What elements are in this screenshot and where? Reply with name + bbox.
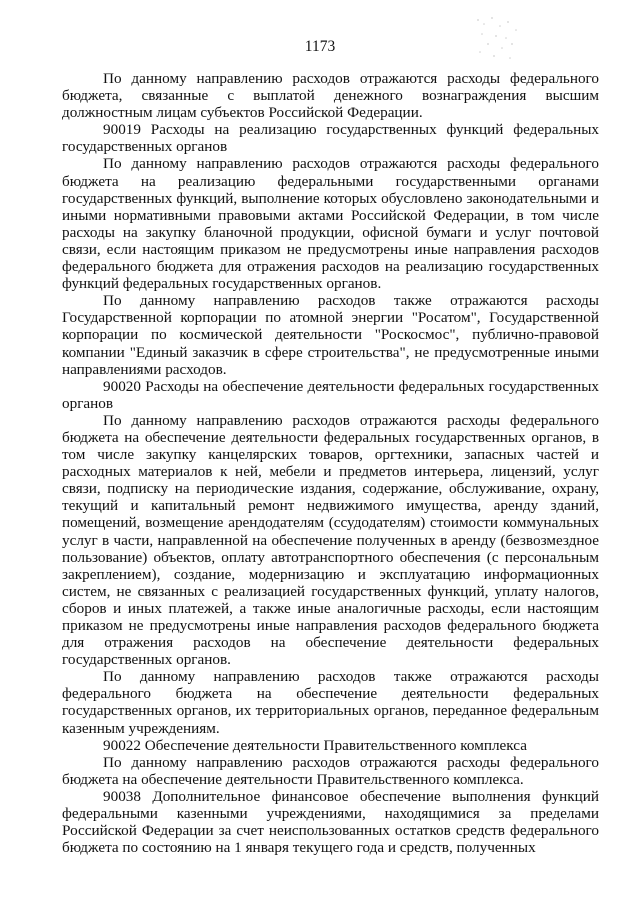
paragraph: По данному направлению расходов отражаются расходы федерального бюджета на обеспечение деятельности федеральных государственных органов, в том числе закупку канцелярских товаров, оргтехники, запасных частей и расходных материалов к ней, мебели и предметов интерьера, лицензий, услуг связи, подписку на периодические издания, содержание, обслуживание, охрану, текущий и капитальный ремонт недвижимого имущества, аренду зданий, помещений, возмещение арендодателям (ссудодателям) стоимости коммунальных услуг в части, направленной на обеспечение полученных в аренду (безвозмездное пользование) объектов, оплату автотранспортного обеспечения (с персональным закреплением), создание, модернизацию и эксплуатацию информационных систем, не связанных с реализацией государственных функций, уплату налогов, сборов и иных платежей, а также иные аналогичные расходы, если настоящим приказом не предусмотрены иные направления расходов федерального бюджета для отражения расходов на обеспечение деятельности федеральных государственных органов.	[62, 411, 599, 669]
page-number: 1173	[304, 38, 336, 55]
paragraph: По данному направлению расходов отражаются расходы федерального бюджета, связанные с выплатой денежного вознаграждения высшим должностным лицам субъектов Российской Федерации.	[62, 70, 599, 122]
paragraph: По данному направлению расходов также отражаются расходы федерального бюджета на обеспечение деятельности федеральных государственных органов, их территориальных органов, переданное федеральным казенным учреждениям.	[62, 668, 599, 737]
section-heading: 90020 Расходы на обеспечение деятельности федеральных государственных органов	[62, 377, 599, 412]
paragraph: По данному направлению расходов отражаются расходы федерального бюджета на обеспечение деятельности Правительственного комплекса.	[62, 753, 599, 788]
paragraph: По данному направлению расходов также отражаются расходы Государственной корпорации по атомной энергии "Росатом", Государственной корпорации по космической деятельности "Роскосмос", публично-правовой компании "Единый заказчик в сфере строительства", не предусмотренные иными направлениями расходов.	[62, 292, 599, 378]
paragraph: По данному направлению расходов отражаются расходы федерального бюджета на реализацию федеральными государственными органами государственных функций, выполнение которых обусловлено законодательными и иными нормативными правовыми актами Российской Федерации, в том числе расходы на закупку бланочной продукции, офисной бумаги и услуг почтовой связи, если настоящим приказом не предусмотрены иные направления расходов федерального бюджета для отражения расходов на реализацию государственных функций федеральных государственных органов.	[62, 155, 599, 293]
section-heading: 90019 Расходы на реализацию государственных функций федеральных государственных органов	[62, 121, 599, 156]
section-heading: 90038 Дополнительное финансовое обеспечение выполнения функций федеральными казенными учреждениями, находящимися за пределами Российской Федерации за счет неиспользованных остатков средств федерального бюджета по состоянию на 1 января текущего года и средств, полученных	[62, 787, 599, 857]
section-heading: 90022 Обеспечение деятельности Правительственного комплекса	[103, 736, 527, 754]
document-body	[62, 70, 599, 856]
